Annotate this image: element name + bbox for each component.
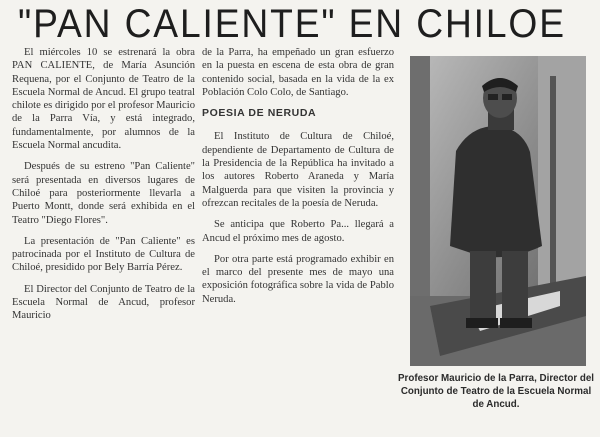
paragraph: El Instituto de Cultura de Chiloé, dependiente de Departamento de Cultura de la Presidencia de la República ha invitado a los autores Roberto Araneda y María Malguerda para que visiten la provincia y ofrezcan recitales de la poesía de Neruda.: [202, 131, 394, 209]
headline: "PAN CALIENTE" EN CHILOE: [18, 2, 566, 46]
article-column-1: [12, 46, 195, 434]
paragraph: Se anticipa que Roberto Pa... llegará a Ancud el próximo mes de agosto.: [202, 219, 394, 244]
paragraph: El Director del Conjunto de Teatro de la Escuela Normal de Ancud, profesor Mauricio: [12, 283, 195, 322]
paragraph: de la Parra, ha empeñado un gran esfuerzo en la puesta en escena de esta obra de gran contenido social, basada en la vida de la ex Población Colo Colo, de Santiago.: [202, 47, 394, 98]
paragraph: Después de su estreno "Pan Caliente" será presentada en diversos lugares de Chiloé para posteriormente llevarla a Puerto Montt, donde será exhibida en el Teatro "Diego Flores".: [12, 161, 195, 226]
photo-caption: Profesor Mauricio de la Parra, Director del Conjunto de Teatro de la Escuela Normal de Ancud.: [398, 373, 595, 410]
section-subheading: POESIA DE NERUDA: [202, 107, 317, 120]
article-column-2: [202, 46, 394, 434]
portrait-photo: [410, 56, 586, 366]
paragraph: Por otra parte está programado exhibir en el marco del presente mes de mayo una exposición fotográfica sobre la vida de Pablo Neruda.: [202, 253, 394, 305]
paragraph: El miércoles 10 se estrenará la obra PAN CALIENTE, de María Asunción Requena, por el Conjunto de Teatro de la Escuela Normal de Ancud. El grupo teatral chilote es dirigido por el profesor Mauricio de la Parra Vía, y está integrado, fundamentalmente, por alumnos de la Escuela Normal ancudita.: [12, 47, 195, 152]
portrait-photo-image: [410, 56, 586, 366]
paragraph: La presentación de "Pan Caliente" es patrocinada por el Instituto de Cultura de Chiloé, presidido por Bely Barría Pérez.: [12, 235, 195, 274]
